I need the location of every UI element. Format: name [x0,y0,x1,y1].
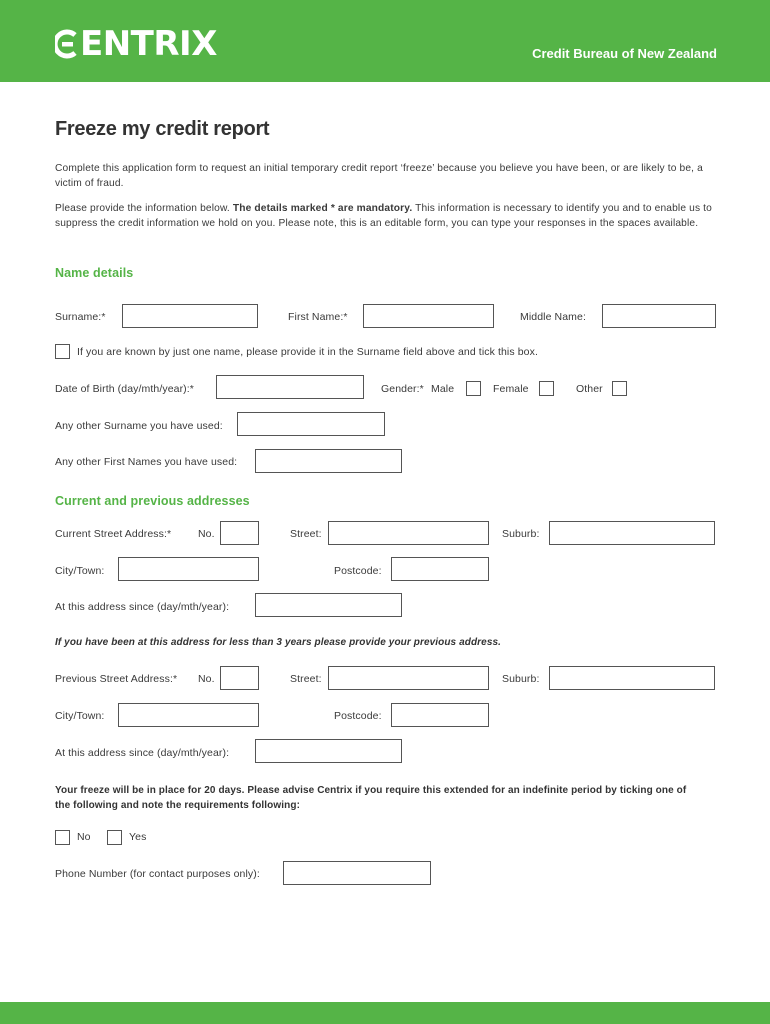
previous-no-label: No. [198,673,215,685]
one-name-checkbox[interactable] [55,344,70,359]
current-city-input[interactable] [118,557,259,581]
previous-address-label: Previous Street Address:* [55,673,178,685]
current-suburb-input[interactable] [549,521,715,545]
page-title: Freeze my credit report [55,118,270,140]
middle-name-label: Middle Name: [520,311,586,323]
current-postcode-label: Postcode: [334,565,382,577]
previous-street-input[interactable] [328,666,489,690]
current-street-input[interactable] [328,521,489,545]
gender-male-checkbox[interactable] [466,381,481,396]
header-tagline: Credit Bureau of New Zealand [532,46,717,61]
page-header [0,0,770,82]
intro-paragraph: Complete this application form to request an initial temporary credit report ‘freeze’ because you believe you have been, or are likely to be, a victim of fraud. [55,163,703,189]
current-address-label: Current Street Address:* [55,528,172,540]
current-suburb-label: Suburb: [502,528,540,540]
other-first-names-input[interactable] [255,449,402,473]
previous-postcode-input[interactable] [391,703,489,727]
other-surname-input[interactable] [237,412,385,436]
extend-no-label: No [77,831,91,843]
centrix-logo [55,26,217,62]
previous-since-label: At this address since (day/mth/year): [55,747,230,759]
gender-female-checkbox[interactable] [539,381,554,396]
surname-label: Surname:* [55,311,106,323]
previous-postcode-label: Postcode: [334,710,382,722]
previous-city-label: City/Town: [55,710,105,722]
previous-suburb-input[interactable] [549,666,715,690]
gender-label: Gender:* [381,383,424,395]
previous-suburb-label: Suburb: [502,673,540,685]
freeze-duration-note: Your freeze will be in place for 20 days. Please advise Centrix if you require this extended for an indefinite period by ticking one of the following and note the requirements following: [55,785,687,811]
current-street-label: Street: [290,528,322,540]
gender-female-label: Female [493,383,529,395]
instructions-text-end: This information is necessary to identify you and to enable us to suppress the credit information we hold on you. Please note, this is an editable form, you can type your responses in the spaces available. [55,203,712,229]
extend-no-checkbox[interactable] [55,830,70,845]
mandatory-note: The details marked * are mandatory. [232,203,413,214]
current-no-label: No. [198,528,215,540]
current-since-input[interactable] [255,593,402,617]
dob-label: Date of Birth (day/mth/year):* [55,383,194,395]
gender-male-label: Male [431,383,455,395]
current-city-label: City/Town: [55,565,105,577]
previous-address-note: If you have been at this address for less than 3 years please provide your previous address. [55,637,502,648]
extend-yes-checkbox[interactable] [107,830,122,845]
current-no-input[interactable] [220,521,259,545]
surname-input[interactable] [122,304,258,328]
previous-city-input[interactable] [118,703,259,727]
first-name-label: First Name:* [288,311,348,323]
phone-input[interactable] [283,861,431,885]
one-name-label: If you are known by just one name, please provide it in the Surname field above and tick this box. [77,346,538,358]
previous-street-label: Street: [290,673,322,685]
logo-wordmark: ENTRIX [80,24,217,64]
page-footer-bar [0,1002,770,1024]
first-name-input[interactable] [363,304,494,328]
middle-name-input[interactable] [602,304,716,328]
gender-other-checkbox[interactable] [612,381,627,396]
other-surname-label: Any other Surname you have used: [55,420,223,432]
gender-other-label: Other [576,383,603,395]
instructions-text-start: Please provide the information below. [55,203,233,214]
instructions-paragraph [55,202,720,231]
previous-no-input[interactable] [220,666,259,690]
current-postcode-input[interactable] [391,557,489,581]
dob-input[interactable] [216,375,364,399]
phone-label: Phone Number (for contact purposes only): [55,868,260,880]
previous-since-input[interactable] [255,739,402,763]
name-details-heading: Name details [55,266,134,280]
other-first-names-label: Any other First Names you have used: [55,456,238,468]
extend-yes-label: Yes [129,831,147,843]
addresses-heading: Current and previous addresses [55,494,250,508]
current-since-label: At this address since (day/mth/year): [55,601,230,613]
centrix-c-logo-icon [55,27,79,61]
